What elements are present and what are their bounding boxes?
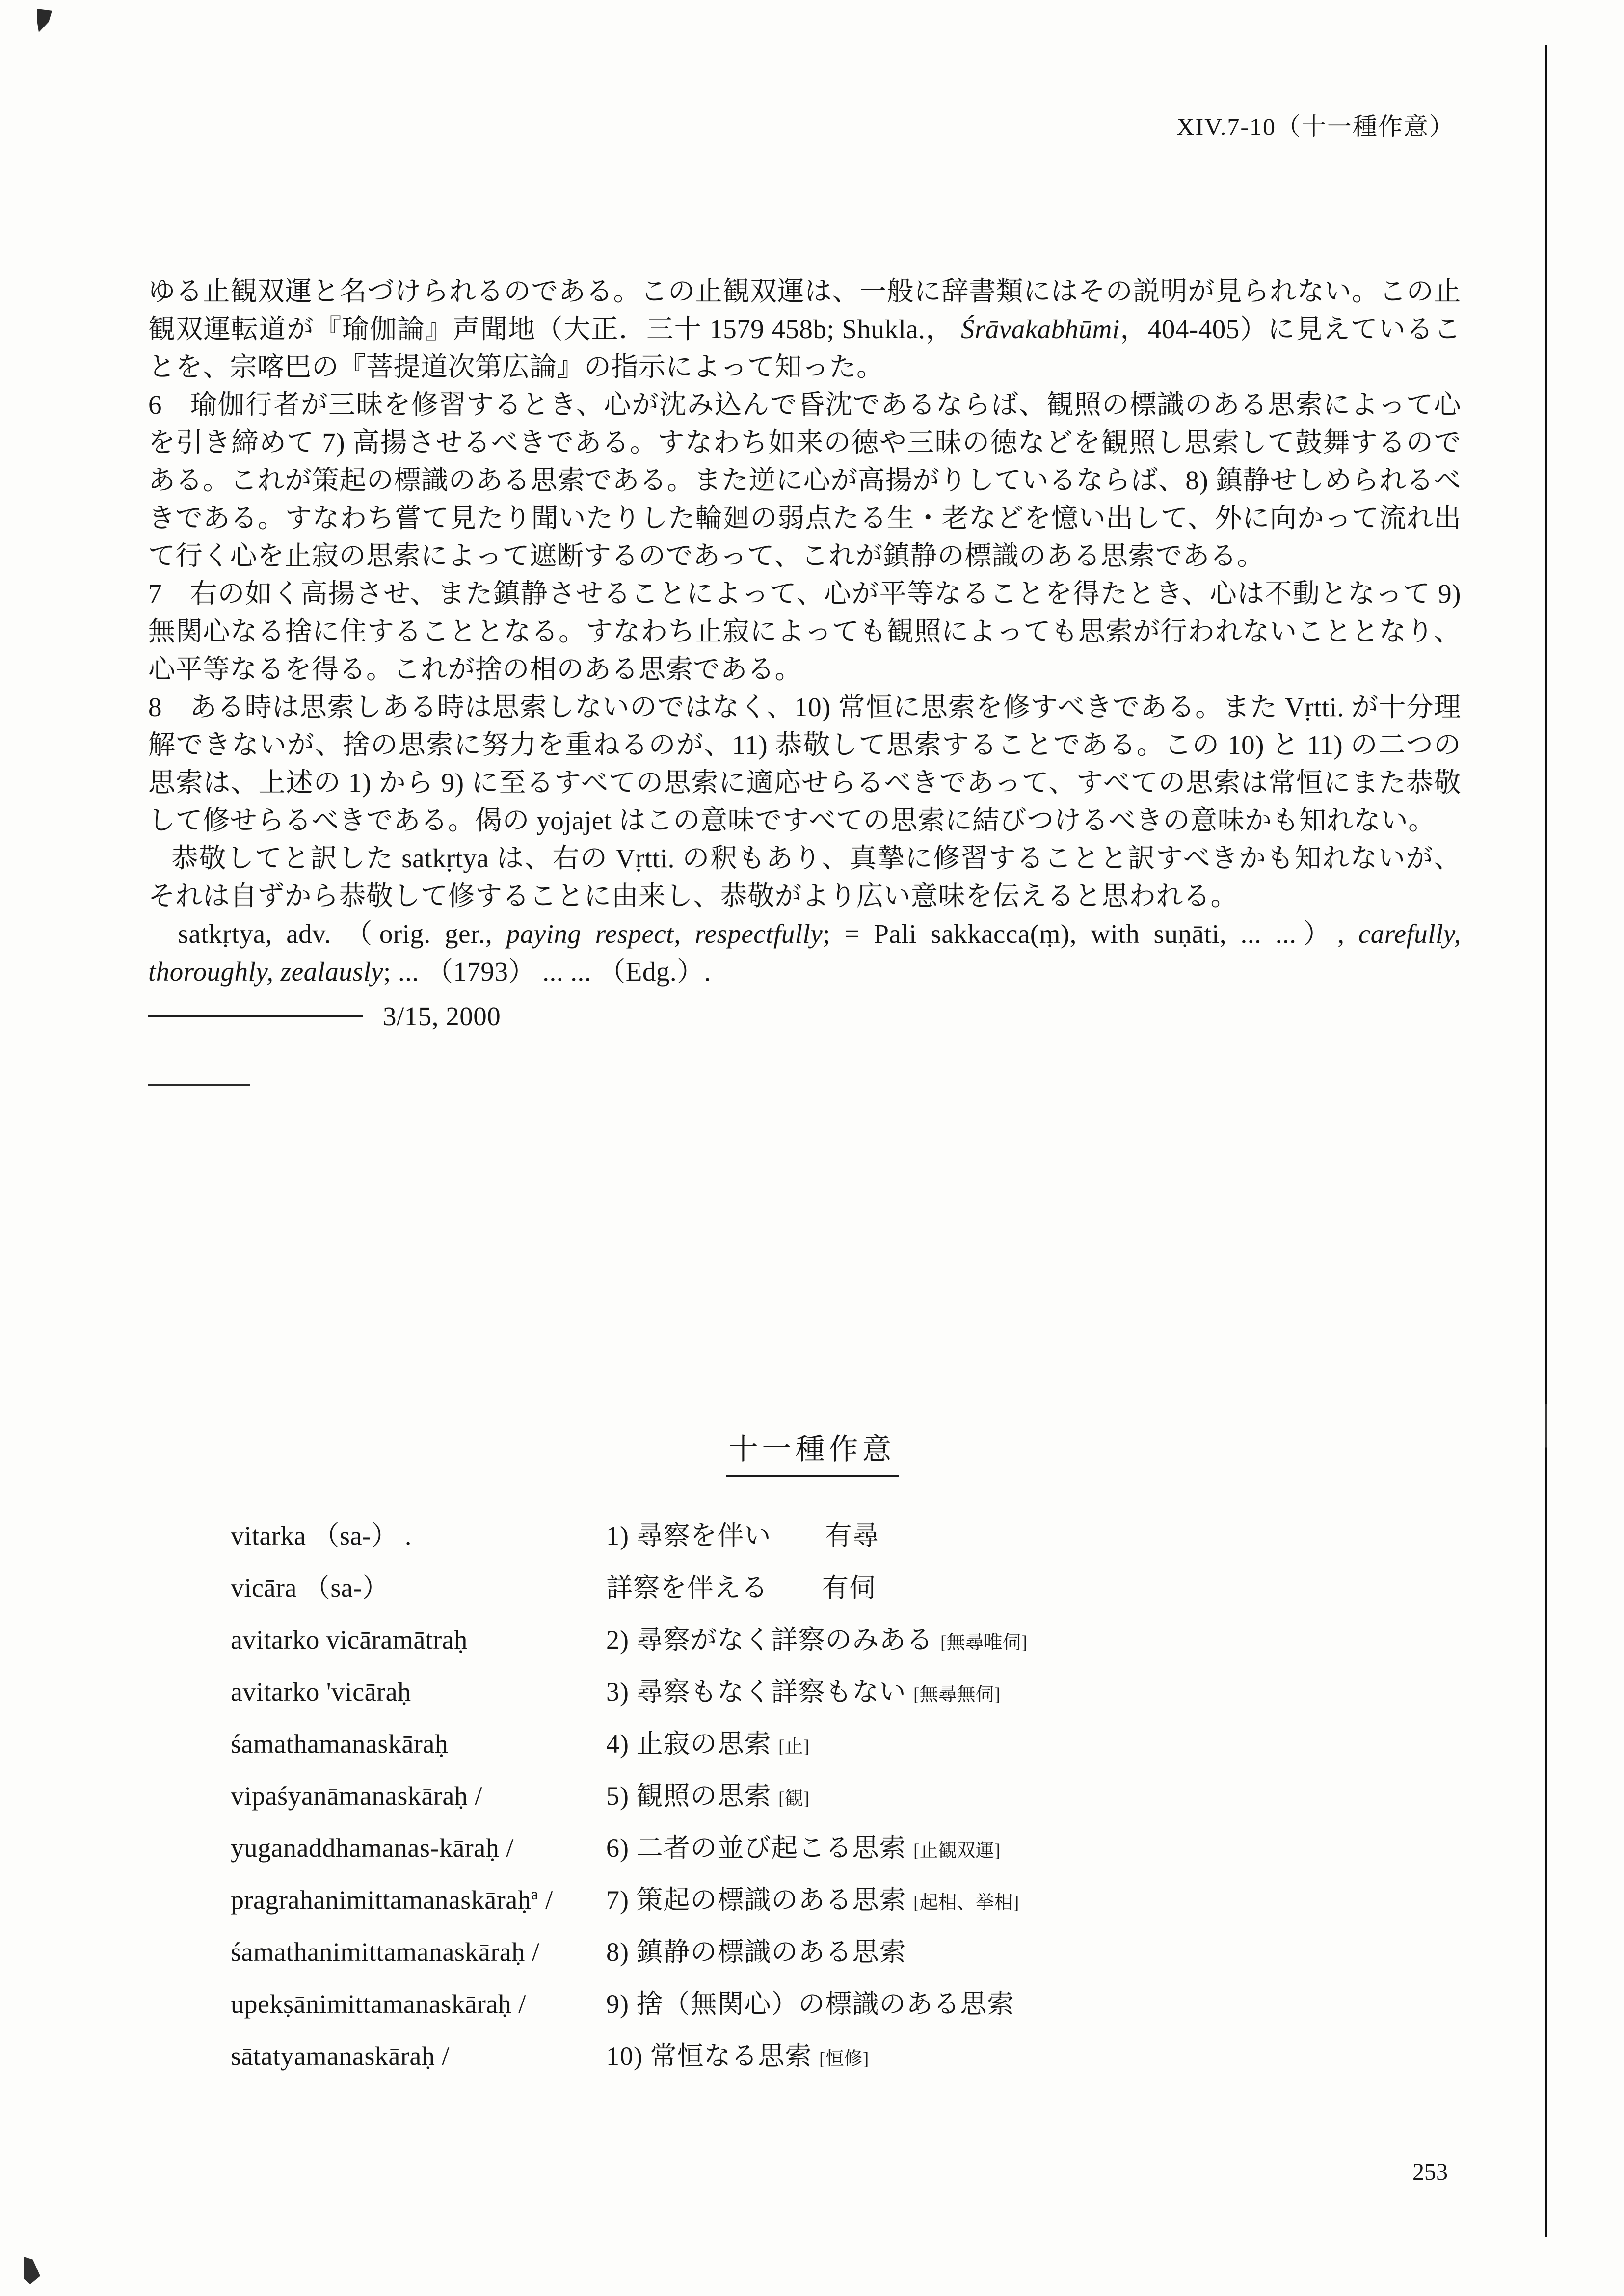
glossary-row <box>231 1829 1409 1865</box>
glossary-row <box>231 1933 1409 1969</box>
glossary-definition: 8) 鎮静の標識のある思索 <box>606 1937 906 1967</box>
glossary-note: [止観双運] <box>913 1841 1001 1861</box>
scan-artifact-bottom <box>24 2257 40 2284</box>
page-number: 253 <box>1412 2159 1448 2185</box>
glossary-note: [観] <box>778 1789 810 1809</box>
glossary-row <box>231 1517 1409 1552</box>
header-citation: XIV.7-10（十一種作意） <box>1176 113 1455 140</box>
glossary-definition: 6) 二者の並び起こる思索 [止観双運] <box>606 1833 1001 1863</box>
glossary-term: sātatyamanaskāraḥ / <box>231 2041 450 2071</box>
glossary-title: 十一種作意 <box>726 1426 899 1477</box>
glossary-definition: 10) 常恒なる思索 [恒修] <box>606 2041 869 2071</box>
glossary-note: [無尋無伺] <box>913 1684 1001 1705</box>
glossary-term: vitarka （sa-） . <box>231 1521 412 1550</box>
glossary-definition: 2) 尋察がなく詳察のみある [無尋唯伺] <box>606 1625 1028 1655</box>
glossary-definition: 4) 止寂の思索 [止] <box>606 1729 810 1759</box>
glossary-row <box>231 1985 1409 2021</box>
dictionary-entry: satkṛtya, adv. （orig. ger., paying respect, respectfully; = Pali sakkacca(ṃ), with suṇāti, ... ...）, carefully, thoroughly, zealausly; ... （1793） ... ... （Edg.）. <box>148 919 1461 987</box>
date-rule <box>148 1015 363 1017</box>
glossary-term: vicāra （sa-） <box>231 1573 389 1602</box>
glossary-note: [無尋唯伺] <box>940 1632 1028 1653</box>
glossary-term: avitarko vicāramātraḥ <box>231 1625 468 1655</box>
binding-line <box>1545 45 1547 2237</box>
body-text <box>148 272 1461 1086</box>
glossary-term: yuganaddhamanas-kāraḥ / <box>231 1833 514 1863</box>
glossary-row <box>231 1673 1409 1709</box>
glossary-row <box>231 1777 1409 1813</box>
glossary-row <box>231 2037 1409 2073</box>
glossary-definition: 5) 観照の思索 [観] <box>606 1781 810 1811</box>
date-row <box>148 997 1461 1035</box>
glossary-row <box>231 1569 1409 1604</box>
paragraph: ゆる止観双運と名づけられるのである。この止観双運は、一般に辞書類にはその説明が見られない。この止観双運転道が『瑜伽論』声聞地（大正．三十 1579 458b; Shukla.， Śrāvakabhūmi，404-405）に見えていることを、宗喀巴の『菩提道次第広論』の指示によって知った。 <box>148 276 1461 382</box>
paragraph: 7 右の如く高揚させ、また鎮静させることによって、心が平等なることを得たとき、心は不動となって 9) 無関心なる捨に住することとなる。すなわち止寂によっても観照によっても思索が行われないこととなり、心平等なるを得る。これが捨の相のある思索である。 <box>148 579 1461 684</box>
glossary-row <box>231 1725 1409 1761</box>
glossary-term: avitarko 'vicāraḥ <box>231 1677 411 1707</box>
glossary-row <box>231 1881 1409 1917</box>
glossary-note: [起相、挙相] <box>913 1893 1019 1913</box>
glossary-definition: 詳察を伴える 有伺 <box>606 1573 876 1602</box>
glossary-definition: 1) 尋察を伴い 有尋 <box>606 1521 879 1550</box>
glossary-definition: 3) 尋察もなく詳察もない [無尋無伺] <box>606 1677 1001 1707</box>
paragraph: 恭敬してと訳した satkṛtya は、右の Vṛtti. の釈もあり、真摯に修習することと訳すべきかも知れないが、それは自ずから恭敬して修することに由来し、恭敬がより広い意味を伝えると思われる。 <box>148 843 1461 911</box>
glossary-row <box>231 1621 1409 1656</box>
glossary-term: upekṣānimittamanaskāraḥ / <box>231 1989 526 2019</box>
paragraph: 6 瑜伽行者が三昧を修習するとき、心が沈み込んで昏沈であるならば、観照の標識のある思索によって心を引き締めて 7) 高揚させるべきである。すなわち如来の徳や三昧の徳などを観照し思索して鼓舞するのである。これが策起の標識のある思索である。また逆に心が高揚がりしているならば、8) 鎮静せしめられるべきである。すなわち嘗て見たり聞いたりした輪廻の弱点たる生・老などを憶い出して、外に向かって流れ出て行く心を止寂の思索によって遮断するのであって、これが鎮静の標識のある思索である。 <box>148 390 1461 571</box>
glossary-table <box>231 1517 1409 2089</box>
section-divider <box>148 1084 250 1086</box>
glossary-term: pragrahanimittamanaskāraḥ$^a$ / <box>231 1885 553 1915</box>
glossary-title-wrap <box>0 1426 1624 1477</box>
glossary-definition: 9) 捨（無関心）の標識のある思索 <box>606 1989 1014 2019</box>
scan-artifact-top <box>37 9 52 32</box>
date-text: 3/15, 2000 <box>383 1001 501 1031</box>
glossary-note: [恒修] <box>819 2049 869 2069</box>
paragraph: 8 ある時は思索しある時は思索しないのではなく、10) 常恒に思索を修すべきである。また Vṛtti. が十分理解できないが、捨の思索に努力を重ねるのが、11) 恭敬して思索することである。この 10) と 11) の二つの思索は、上述の 1) から 9) に至るすべての思索に適応せらるべきであって、すべての思索は常恒にまた恭敬して修せらるべきである。偈の yojajet はこの意味ですべての思索に結びつけるべきの意味かも知れない。 <box>148 692 1461 835</box>
glossary-term: vipaśyanāmanaskāraḥ / <box>231 1781 482 1811</box>
glossary-term: śamathanimittamanaskāraḥ / <box>231 1937 540 1967</box>
glossary-term: śamathamanaskāraḥ <box>231 1729 449 1759</box>
glossary-definition: 7) 策起の標識のある思索 [起相、挙相] <box>606 1885 1019 1915</box>
glossary-note: [止] <box>778 1736 810 1757</box>
